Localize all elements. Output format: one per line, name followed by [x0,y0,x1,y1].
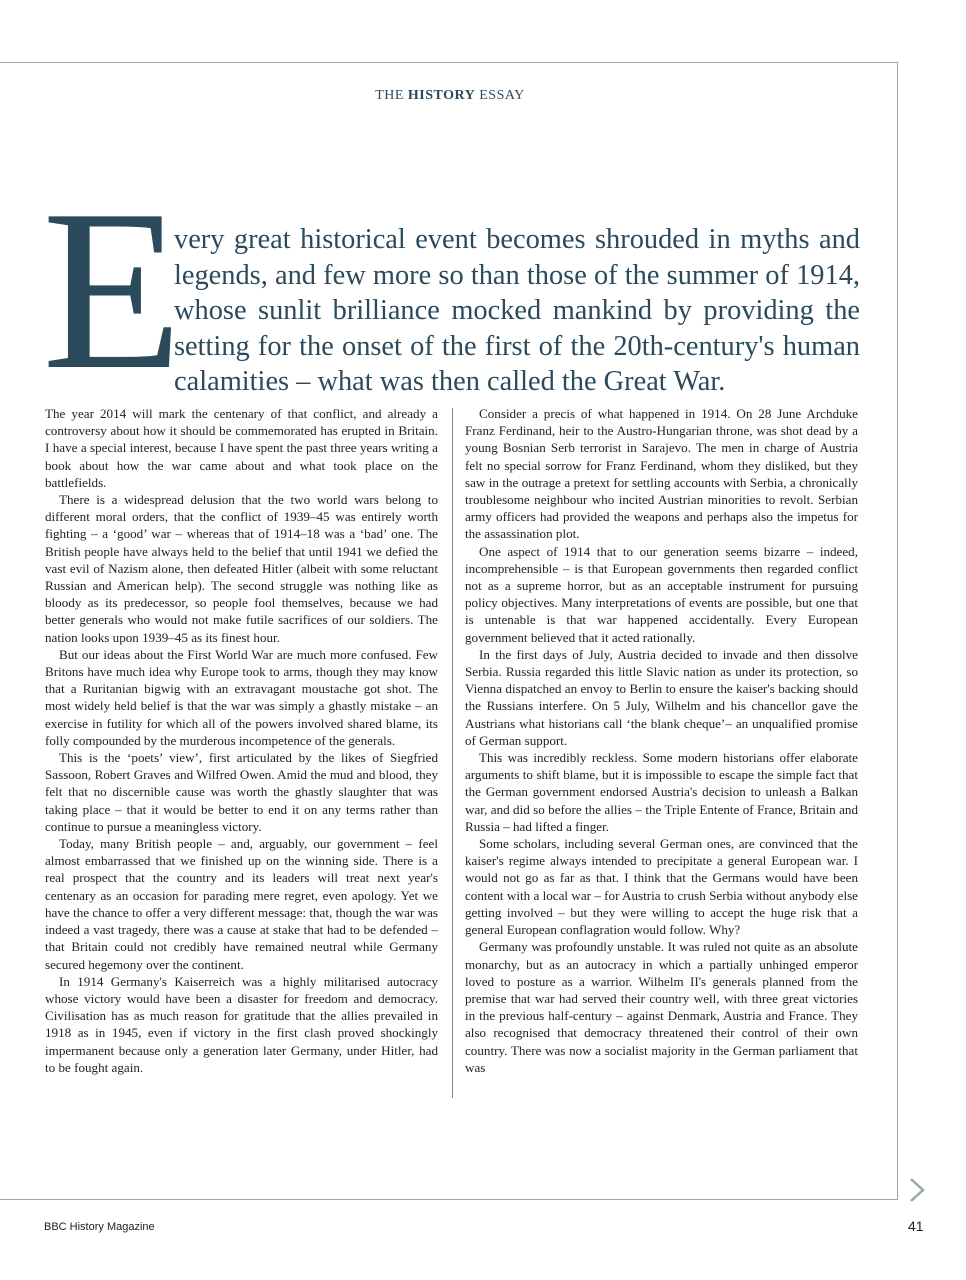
page-frame-right [897,62,898,1200]
header-prefix: THE [375,88,404,103]
page-frame-bottom [0,1199,898,1200]
right-column [465,405,858,1076]
left-column [45,405,438,1076]
right-paragraph: Some scholars, including several German ones, are convinced that the kaiser's regime always intended to precipitate a general European war. I would not go as far as that. I think that the Germans would have been content with a local war – for Austria to crush Serbia without anybody else getting involved – but they were willing to accept the huge risk that a general European conflagration would follow. Why? [465,836,858,938]
footer-publication: BBC History Magazine [44,1221,155,1233]
page-frame-top [0,62,898,63]
intro-paragraph: very great historical event becomes shrouded in myths and legends, and few more so than those of the summer of 1914, whose sunlit brilliance mocked mankind by providing the setting for the onset of the first of the 20th-century's human calamities – what was then called the Great War. [174,224,860,397]
left-paragraph: There is a widespread delusion that the two world wars belong to different moral orders, that the conflict of 1939–45 was entirely worth fighting – a ‘good’ war – whereas that of 1914–18 was a ‘bad’ one. The British people have always held to the belief that until 1941 we defied the vast evil of Nazism alone, then defeated Hitler (albeit with some reluctant Russian and American help). The second struggle was nothing like as bloody as its predecessor, so people fool themselves, because we had better generals who would not make futile sacrifices of our soldiers. The nation looks upon 1939–45 as its finest hour. [45,492,438,645]
drop-cap: E [42,162,183,417]
left-paragraph: In 1914 Germany's Kaiserreich was a highly militarised autocracy whose victory would have been a disaster for freedom and democracy. Civilisation has as much reason for gratitude that the allies prevailed in 1918 as in 1945, even if victory in the first clash proved shockingly impermanent because only a generation later Germany, under Hitler, had to be fought again. [45,973,438,1075]
left-paragraph: But our ideas about the First World War are much more confused. Few Britons have much idea why Europe took to arms, though they may know that a Ruritanian bigwig with an extravagant moustache got shot. The most widely held belief is that the war was simply a ghastly mistake – an exercise in futility for which all of the powers involved shared blame, its folly compounded by the murderous incompetence of the generals. [45,646,438,748]
left-paragraph: Today, many British people – and, arguably, our government – feel almost embarrassed that we finished up on the winning side. There is a real prospect that the country and its leaders will treat next year's centenary as an occasion for parading mere regret, even apology. Yet we have the chance to offer a very different message: that, though the war was indeed a vast tragedy, there was a cause at stake that had to be defended – that Britain could not credibly have remained neutral while Germany secured hegemony over the continent. [45,836,438,972]
right-paragraph: Germany was profoundly unstable. It was ruled not quite as an absolute monarchy, but as an autocracy in which a partially unhinged emperor loved to posture as a warrior. Wilhelm II's generals planned from the premise that war had served their country well, with three great victories in the previous half-century – against Denmark, Austria and France. They also recognised that democracy threatened their control of their own country. There was now a socialist majority in the German parliament that was [465,939,858,1075]
page-number: 41 [908,1218,924,1234]
chevron-right-icon[interactable] [905,1176,929,1204]
header-highlight: HISTORY [407,88,476,103]
section-header [0,88,900,104]
column-divider [452,408,453,1098]
right-paragraph: Consider a precis of what happened in 1914. On 28 June Archduke Franz Ferdinand, heir to the Austro-Hungarian throne, was shot dead by a young Bosnian Serb terrorist in Sarajevo. The men in charge of Austria felt no special sorrow for Franz Ferdinand, whom they disliked, but they saw in the outrage a pretext for settling accounts with Serbia, a chronically troublesome neighbour who incited Austrian minorities to revolt. Serbian army officers had provided the weapons and perhaps also the impetus for the assassination plot. [465,406,858,542]
right-paragraph: One aspect of 1914 that to our generation seems bizarre – indeed, incomprehensible – is that European governments then regarded conflict not as a supreme horror, but as an acceptable instrument for pursuing policy objectives. Many interpretations of events are possible, but one that is untenable is that war happened accidentally. Every European government believed that it acted rationally. [465,543,858,645]
right-paragraph: This was incredibly reckless. Some modern historians offer elaborate arguments to shift blame, but it is impossible to escape the simple fact that the German government endorsed Austria's decision to unleash a Balkan war, and did so before the allies – the Triple Entente of France, Britain and Russia – had lifted a finger. [465,750,858,834]
left-paragraph: The year 2014 will mark the centenary of that conflict, and already a controversy about how it should be commemorated has erupted in Britain. I have a special interest, because I have spent the past three years writing a book about how the war came about and what took place on the battlefields. [45,406,438,490]
right-paragraph: In the first days of July, Austria decided to invade and then dissolve Serbia. Russia regarded this little Slavic nation as under its protection, so Vienna dispatched an envoy to Berlin to ensure the kaiser's backing should the Russians interfere. On 5 July, Wilhelm and his chancellor gave the Austrians what historians call ‘the blank cheque’– an unqualified promise of German support. [465,646,858,748]
left-paragraph: This is the ‘poets’ view’, first articulated by the likes of Siegfried Sassoon, Robert Graves and Wilfred Owen. Amid the mud and blood, they felt that no discernible cause was worth the ghastly slaughter that was taking place – that it would be better to end it on any terms rather than continue to pursue a meaningless victory. [45,750,438,834]
header-suffix: ESSAY [479,88,525,103]
